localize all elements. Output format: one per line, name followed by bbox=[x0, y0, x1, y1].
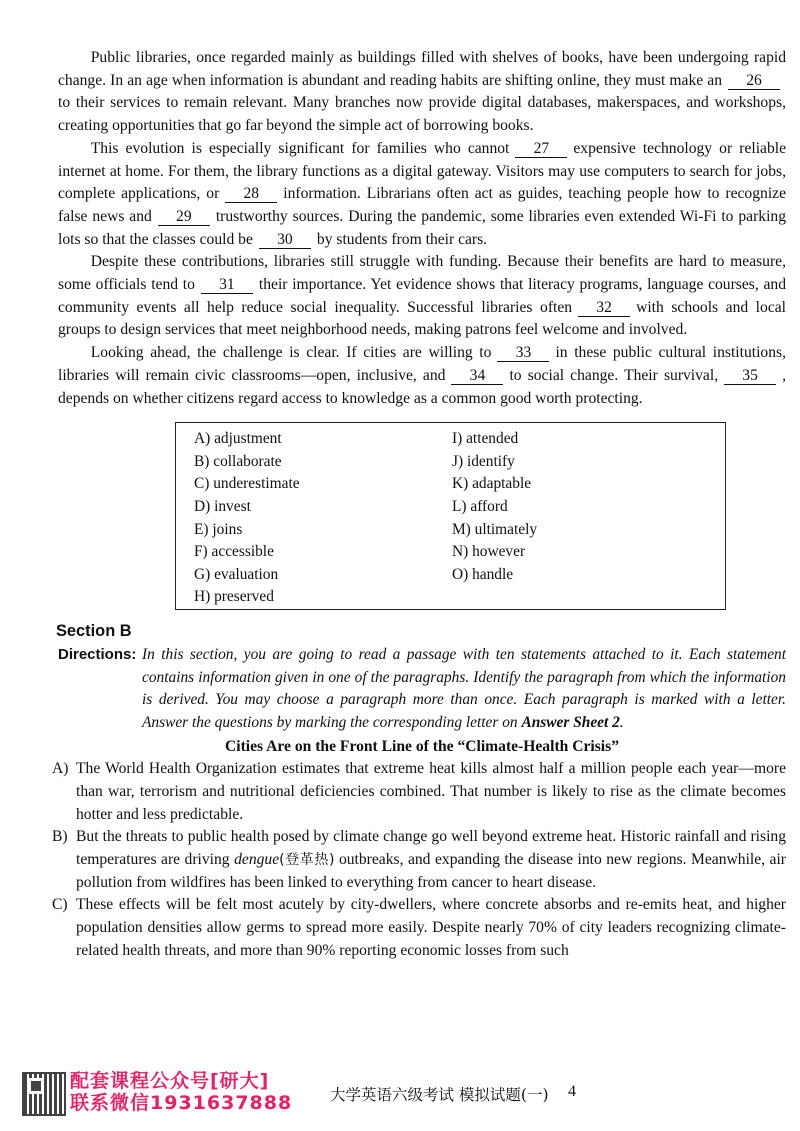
text-run: Looking ahead, the challenge is clear. If cities are willing to bbox=[90, 344, 492, 362]
article-paragraph-c bbox=[52, 894, 786, 962]
directions-block bbox=[58, 644, 786, 734]
text-run: Public libraries, once regarded mainly as buildings filled with shelves of books, have been undergoing rapid change. In an age when information is abundant and reading habits are shifting online, they must make an bbox=[58, 49, 786, 89]
text-run: to their services to remain relevant. Many branches now provide digital databases, makerspaces, and workshops, creating opportunities that go far beyond the simple act of borrowing books. bbox=[58, 94, 786, 135]
word-option-l: L) afford bbox=[452, 498, 508, 516]
word-option-i: I) attended bbox=[452, 430, 519, 448]
blank-31[interactable]: 31 bbox=[201, 276, 253, 294]
text-run: information. Librarians often act as guides, teaching people how to recognize false news and bbox=[58, 185, 787, 225]
word-option-f: F) accessible bbox=[194, 543, 274, 561]
italic-term: dengue bbox=[234, 851, 280, 869]
passage-paragraph-4 bbox=[58, 342, 786, 410]
page-footer bbox=[0, 1060, 800, 1131]
text-run: , depends on whether citizens regard access to knowledge as a common good worth protecting. bbox=[58, 366, 786, 407]
word-option-g: G) evaluation bbox=[194, 565, 279, 583]
text-run: trustworthy sources. During the pandemic, some libraries even extended Wi-Fi to parking lots so that the classes could be bbox=[58, 207, 786, 248]
paragraph-letter: B) bbox=[52, 828, 68, 846]
section-b-heading: Section B bbox=[56, 622, 132, 641]
text-run: This evolution is especially significant for families who cannot bbox=[90, 139, 510, 157]
answer-sheet-ref: Answer Sheet 2 bbox=[521, 714, 620, 732]
word-option-b: B) collaborate bbox=[194, 452, 282, 470]
exam-page bbox=[52, 47, 787, 963]
paragraph-text: outbreaks, and expanding the disease into new regions. Meanwhile, air pollution from wildfires has been linked to everything from cancer to heart disease. bbox=[76, 851, 787, 891]
watermark-line-2: 联系微信1931637888 bbox=[70, 1092, 293, 1114]
word-bank-right-column bbox=[452, 428, 537, 586]
text-run: in these public cultural institutions, libraries will remain civic classrooms—open, inclusive, and bbox=[58, 344, 786, 384]
text-run: by students from their cars. bbox=[316, 230, 488, 248]
paragraph-letter: C) bbox=[52, 896, 68, 914]
passage-paragraph-2 bbox=[58, 138, 786, 252]
blank-35[interactable]: 35 bbox=[724, 367, 776, 385]
word-option-e: E) joins bbox=[194, 520, 243, 538]
article-paragraph-a bbox=[52, 758, 786, 826]
word-option-a: A) adjustment bbox=[194, 430, 282, 448]
blank-34[interactable]: 34 bbox=[451, 367, 503, 385]
blank-27[interactable]: 27 bbox=[515, 140, 567, 158]
article-paragraph-b bbox=[52, 826, 786, 894]
blank-28[interactable]: 28 bbox=[225, 185, 277, 203]
blank-32[interactable]: 32 bbox=[578, 299, 630, 317]
word-option-o: O) handle bbox=[452, 565, 514, 583]
text-run: their importance. Yet evidence shows that literacy programs, language courses, and community events all help reduce social inequality. Successful libraries often bbox=[58, 276, 787, 316]
text-run: to social change. Their survival, bbox=[509, 366, 719, 384]
word-option-j: J) identify bbox=[452, 452, 515, 470]
footer-title: 大学英语六级考试 模拟试题(一) bbox=[330, 1086, 549, 1104]
blank-26[interactable]: 26 bbox=[728, 72, 780, 90]
article-title: Cities Are on the Front Line of the “Climate-Health Crisis” bbox=[225, 737, 619, 755]
directions-end: . bbox=[619, 714, 624, 732]
word-option-h: H) preserved bbox=[194, 588, 274, 606]
paragraph-text: These effects will be felt most acutely by city-dwellers, where concrete absorbs and re-emits heat, and higher population densities allow germs to spread more easily. Despite nearly 70% of city leaders recognizing climate-related health threats, and more than 90% reporting economic losses from such bbox=[76, 896, 786, 959]
chinese-gloss: (登革热) bbox=[279, 852, 335, 869]
blank-29[interactable]: 29 bbox=[158, 208, 210, 226]
word-option-m: M) ultimately bbox=[452, 520, 538, 538]
word-option-n: N) however bbox=[452, 543, 526, 561]
watermark-line-1: 配套课程公众号[研大] bbox=[70, 1070, 270, 1092]
blank-33[interactable]: 33 bbox=[497, 344, 549, 362]
word-option-k: K) adaptable bbox=[452, 475, 532, 493]
blank-30[interactable]: 30 bbox=[259, 231, 311, 249]
word-option-d: D) invest bbox=[194, 498, 251, 516]
page-number: 4 bbox=[568, 1083, 576, 1100]
paragraph-text: But the threats to public health posed by climate change go well beyond extreme heat. Historic rainfall and rising temperatures are driving bbox=[76, 828, 786, 869]
paragraph-letter: A) bbox=[52, 760, 69, 778]
directions-body: In this section, you are going to read a passage with ten statements attached to it. Each statement contains information given in one of the paragraphs. Identify the paragraph from which the information is derived. You may choose a paragraph more than once. Each paragraph is marked with a letter. Answer the questions by marking the corresponding letter on bbox=[142, 646, 786, 732]
qr-code-icon bbox=[22, 1072, 66, 1116]
text-run: Despite these contributions, libraries still struggle with funding. Because their benefits are hard to measure, some officials tend to bbox=[58, 253, 786, 294]
text-run: with schools and local groups to design services that meet neighborhood needs, making patrons feel welcome and involved. bbox=[58, 298, 786, 339]
paragraph-text: The World Health Organization estimates that extreme heat kills almost half a million people each year—more than war, terrorism and nutritional deficiencies combined. That number is likely to rise as the climate becomes hotter and less predictable. bbox=[76, 760, 786, 823]
word-bank-left-column bbox=[194, 428, 300, 609]
directions-label: Directions: bbox=[58, 646, 137, 664]
word-option-c: C) underestimate bbox=[194, 475, 300, 493]
directions-text bbox=[142, 644, 786, 734]
text-run: expensive technology or reliable internet at home. For them, the library functions as a digital gateway. Visitors may use computers to search for jobs, complete applications, or bbox=[58, 139, 786, 203]
word-bank-box bbox=[175, 422, 726, 610]
passage-paragraph-1 bbox=[58, 47, 786, 138]
passage-paragraph-3 bbox=[58, 251, 786, 342]
